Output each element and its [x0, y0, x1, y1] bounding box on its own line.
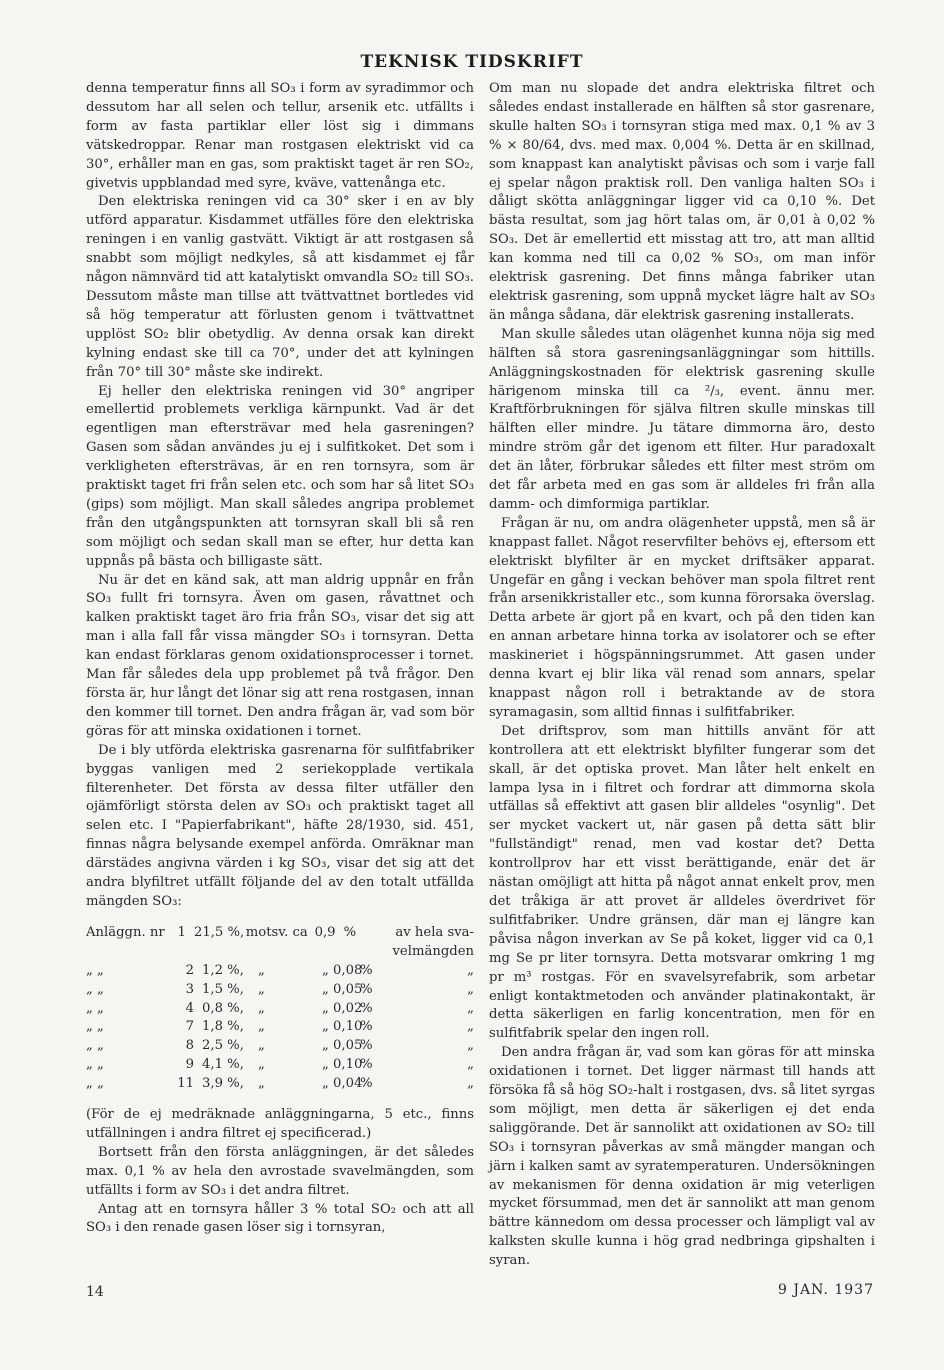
row-val: „ 0,10	[322, 1057, 363, 1073]
issue-date: 9 JAN. 1937	[778, 1282, 874, 1298]
so3-table	[86, 924, 474, 1094]
row-tail: „	[467, 1057, 474, 1073]
row-mid: „	[258, 1076, 265, 1092]
row-pct: 0,8 %,	[202, 1000, 244, 1016]
paragraph: Den elektriska reningen vid ca 30° sker i en av bly utförd apparatur. Kisdammet utfälles före den elektriska reningen i en vanlig gastvätt. Viktigt är att rostgasen så snabbt som möjligt nedkyles, så att kisdammet ej får någon nämnvärd tid att katalytiskt omvandla SO₂ till SO₃. Dessutom måste man tillse att tvättvattnet bortledes vid så hög temperatur att förlusten genom i tvättvattnet upplöst SO₂ blir obetydlig. Av denna orsak kan direkt kylning endast ske till ca 70°, under det att kylningen från 70° till 30° måste ske indirekt.	[86, 194, 474, 380]
row-pct: 4,1 %,	[202, 1057, 244, 1073]
row-unit: %	[360, 1019, 373, 1035]
row-nr: 9	[185, 1057, 194, 1073]
paragraph: De i bly utförda elektriska gasrenarna för sulfitfabriker byggas vanligen med 2 seriekopplade vertikala filterenheter. Det första av dessa filter utfäller den ojämförligt största delen av SO₃ och praktiskt taget all selen etc. I "Papierfabrikant", häfte 28/1930, sid. 451, finnas några belysande exempel anförda. Omräknar man därstädes angivna värden i kg SO₃, visar det sig att det andra blyfiltret utfällt följande del av den totalt utfällda mängden SO₃:	[86, 742, 474, 909]
row-label: „ „	[86, 1057, 104, 1073]
row-label: „ „	[86, 962, 104, 978]
row-tail: „	[467, 1038, 474, 1054]
row-nr: 8	[185, 1038, 194, 1054]
paragraph: Det driftsprov, som man hittills använt för att kontrollera att ett elektriskt blyfilter fungerar som det skall, är det optiska provet. Man låter helt enkelt en lampa lysa in i filtret och fordrar att dimmorna skola utfällas så effektivt att gasen blir alldeles "osynlig". Det ser mycket vackert ut, när gasen på detta sätt blir "fullständigt" renad, men vad kostar det? Detta kontrollprov har ett visst berättigande, enär det är nästan omöjligt att hitta på något annat enkelt prov, men det tråkiga är att provet är alldeles överdrivet för sulfitfabriker. Undre gränsen, där man ej längre kan påvisa någon inverkan av Se på koket, ligger vid ca 0,1 mg Se pr liter tornsyra. Detta motsvarar omkring 1 mg pr m³ rostgas. För en svavelsyrefabrik, som arbetar enligt kontaktmetoden och använder platinakontakt, är detta säkerligen en farlig koncentration, men för en sulfitfabrik spelar den ingen roll.	[489, 723, 875, 1042]
row-val: „ 0,05	[322, 981, 363, 997]
row-label: „ „	[86, 1000, 104, 1016]
row-unit: %	[343, 924, 357, 940]
row-nr: 7	[185, 1019, 194, 1035]
table-row	[86, 1037, 474, 1056]
row-nr: 3	[185, 981, 194, 997]
row-tail: „	[467, 1019, 474, 1035]
row-unit: %	[360, 962, 373, 978]
row-pct: 21,5 %,	[193, 924, 245, 940]
table-row	[86, 962, 474, 981]
table-row	[86, 1075, 474, 1094]
table-row	[86, 1000, 474, 1019]
paragraph: Den andra frågan är, vad som kan göras för att minska oxidationen i tornet. Det ligger närmast till hands att försöka få så hög SO₂-halt i rostgasen, dvs. så litet syrgas som möjligt, men detta är säkerligen ej det enda saliggörande. Det är sannolikt att oxidationen av SO₂ till SO₃ i tornsyran påverkas av små mängder mangan och järn i kalken samt av syratemperaturen. Undersökningen av mekanismen för denna oxidation är mig veterligen mycket försummad, men det är sannolikt att man genom bättre kännedom om dessa processer och lämpligt val av kalksten skulle kunna i hög grad nedbringa gipshalten i syran.	[489, 1045, 875, 1269]
row-mid: „	[258, 962, 265, 978]
row-nr: 11	[177, 1076, 194, 1092]
row-tail: „	[467, 1000, 474, 1016]
journal-header: TEKNISK TIDSKRIFT	[360, 52, 584, 72]
row-tail: „	[467, 962, 474, 978]
row-label: „ „	[86, 1038, 104, 1054]
row-label: „ „	[86, 981, 104, 997]
row-val: „ 0,02	[322, 1000, 363, 1016]
row-mid: „	[258, 1019, 265, 1035]
row-unit: %	[360, 1057, 373, 1073]
paragraph: Om man nu slopade det andra elektriska filtret och således endast installerade en hälften så stor gasrenare, skulle halten SO₃ i tornsyran stiga med max. 0,1 % av 3 % × 80/64, dvs. med max. 0,004 %. Detta är en skillnad, som knappast kan analytiskt påvisas och som i varje fall ej spelar någon praktisk roll. Den vanliga halten SO₃ i dåligt skötta anläggningar ligger vid ca 0,10 %. Det bästa resultat, som jag hört talas om, är 0,01 à 0,02 % SO₃. Det är emellertid ett misstag att tro, att man alltid kan komma ned till ca 0,02 % SO₃, om man inför elektrisk gasrening. Det finns många fabriker utan elektrisk gasrening, som uppnå mycket lägre halt av SO₃ än många sådana, där elektrisk gasrening installerats.	[489, 81, 875, 323]
table-row	[86, 1056, 474, 1075]
row-unit: %	[360, 1038, 373, 1054]
row-mid: „	[258, 1057, 265, 1073]
row-val: „ 0,04	[322, 1076, 363, 1092]
row-label: Anläggn. nr	[86, 924, 165, 940]
row-unit: %	[360, 1000, 373, 1016]
paragraph: Frågan är nu, om andra olägenheter uppstå, men så är knappast fallet. Något reservfilter behövs ej, eftersom ett elektriskt blyfilter är en mycket driftsäker apparat. Ungefär en gång i veckan behöver man spola filtret rent från arsenikkristaller etc., som kunna förorsaka överslag. Detta arbete är gjort på en kvart, och på den tiden kan en annan arbetare hinna torka av isolatorer och se efter maskineriet i högspänningsrummet. Att gasen under denna kvart ej blir lika väl renad som annars, spelar knappast någon roll i betraktande av de stora syramagasin, som alltid finnas i sulfitfabriker.	[489, 515, 875, 720]
row-unit: %	[360, 981, 373, 997]
row-unit: %	[360, 1076, 373, 1092]
row-mid: „	[258, 1038, 265, 1054]
paragraph: Nu är det en känd sak, att man aldrig uppnår en från SO₃ fullt fri tornsyra. Även om gasen, råvattnet och kalken praktiskt taget äro fria från SO₃, visar det sig att man i alla fall får vissa mängder SO₃ i tornsyran. Detta kan endast förklaras genom oxidationsprocesser i tornet. Man får således dela upp problemet på två frågor. Den första är, hur långt det lönar sig att rena rostgasen, innan den kommer till tornet. Den andra frågan är, vad som bör göras för att minska oxidationen i tornet.	[86, 572, 474, 739]
table-continuation: velmängden	[392, 943, 474, 959]
table-row	[86, 1018, 474, 1037]
row-val: 0,9	[314, 924, 336, 940]
row-mid: motsv. ca	[245, 924, 308, 940]
row-nr: 4	[185, 1000, 194, 1016]
table-row	[86, 981, 474, 1000]
row-mid: „	[258, 1000, 265, 1016]
row-pct: 1,2 %,	[202, 962, 244, 978]
row-tail: „	[467, 981, 474, 997]
page-number: 14	[86, 1284, 104, 1300]
right-column	[489, 80, 875, 1271]
row-tail: „	[467, 1076, 474, 1092]
row-val: „ 0,05	[322, 1038, 363, 1054]
left-column	[86, 80, 474, 1238]
paragraph: Antag att en tornsyra håller 3 % total SO₂ och att all SO₃ i den renade gasen löser sig i tornsyran,	[86, 1201, 474, 1236]
paragraph: Bortsett från den första anläggningen, är det således max. 0,1 % av hela den avrostade svavelmängden, som utfällts i form av SO₃ i det andra filtret.	[86, 1144, 474, 1198]
row-label: „ „	[86, 1019, 104, 1035]
row-tail: av hela sva-	[395, 924, 475, 940]
paragraph: Man skulle således utan olägenhet kunna nöja sig med hälften så stora gasreningsanläggningar som hittills. Anläggningskostnaden för elektrisk gasrening skulle härigenom minska till ca ²/₃, event. ännu mer. Kraftförbrukningen för själva filtren skulle minskas till hälften eller mindre. Ju tätare dimmorna äro, desto mindre ström går det igenom ett filter. Hur paradoxalt det än låter, förbrukar således ett filter mest ström om det får arbeta med en gas som är alldeles fri från alla damm- och dimformiga partiklar.	[489, 326, 875, 512]
paragraph: denna temperatur finns all SO₃ i form av syradimmor och dessutom har all selen och tellur, arsenik etc. utfällts i form av fasta partiklar eller löst sig i dimmans vätskedroppar. Renar man rostgasen elektriskt vid ca 30°, erhåller man en gas, som praktiskt taget är ren SO₂, givetvis uppblandad med syre, kväve, vattenånga etc.	[86, 81, 474, 191]
row-nr: 2	[185, 962, 194, 978]
row-pct: 3,9 %,	[202, 1076, 244, 1092]
row-pct: 1,8 %,	[202, 1019, 244, 1035]
row-pct: 1,5 %,	[202, 981, 244, 997]
row-val: „ 0,10	[322, 1019, 363, 1035]
table-row	[86, 924, 474, 943]
row-nr: 1	[177, 924, 186, 940]
row-pct: 2,5 %,	[202, 1038, 244, 1054]
row-mid: „	[258, 981, 265, 997]
row-label: „ „	[86, 1076, 104, 1092]
paragraph: Ej heller den elektriska reningen vid 30° angriper emellertid problemets verkliga kärnpunkt. Vad är det egentligen man eftersträvar med hela gasreningen? Gasen som sådan användes ju ej i sulfitkoket. Det som i verkligheten eftersträvas, är en ren tornsyra, som är praktiskt taget fri från selen etc. och som har så litet SO₃ (gips) som möjligt. Man skall således angripa problemet från den utgångspunkten att tornsyran skall bli så ren som möjligt och sedan skall man se efter, hur detta kan uppnås på bästa och billigaste sätt.	[86, 383, 474, 569]
paragraph: (För de ej medräknade anläggningarna, 5 etc., finns utfällningen i andra filtret ej specificerad.)	[86, 1107, 474, 1141]
row-val: „ 0,08	[322, 962, 363, 978]
